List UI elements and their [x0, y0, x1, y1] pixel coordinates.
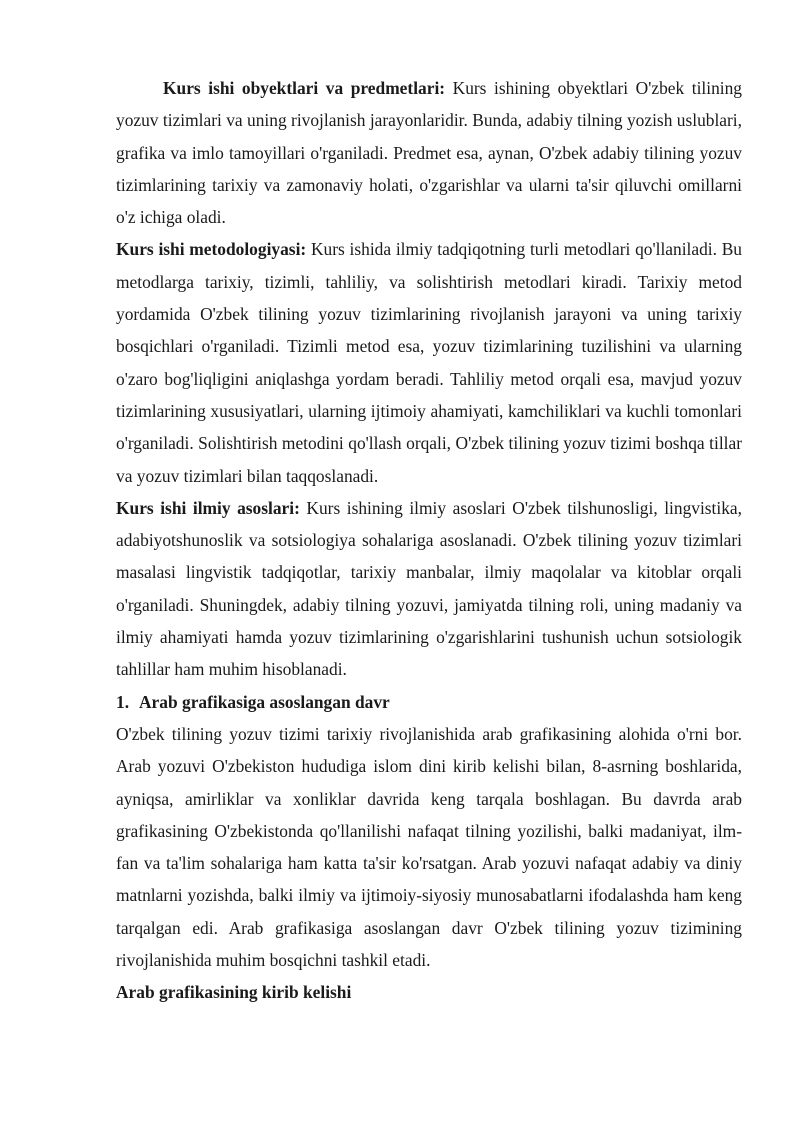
paragraph-scientific-basis — [116, 492, 742, 686]
paragraph-objects-lead: Kurs ishi obyektlari va predmetlari: — [163, 78, 446, 98]
section-heading — [116, 686, 742, 718]
section-number: 1. — [116, 691, 130, 712]
paragraph-scientific-basis-lead: Kurs ishi ilmiy asoslari: — [116, 497, 300, 518]
document-page — [116, 72, 742, 1009]
paragraph-methodology-text: Kurs ishida ilmiy tadqiqotning turli metodlari qo'llaniladi. Bu metodlarga tarixiy, tizimli, tahliliy, va solishtirish metodlari kiradi. Tarixiy metod yordamida O'zbek tilining yozuv tizimlarining rivojlanish jarayoni va uning tarixiy bosqichlari o'rganiladi. Tizimli metod esa, yozuv tizimlarining tuzilishini va ularning o'zaro bog'liqligini aniqlashga yordam beradi. Tahliliy metod orqali esa, mavjud yozuv tizimlarining xususiyatlari, ularning ijtimoiy ahamiyati, kamchiliklari va kuchli tomonlari o'rganiladi. Solishtirish metodini qo'llash orqali, O'zbek tilining yozuv tizimi boshqa tillar va yozuv tizimlari bilan taqqoslanadi. — [116, 239, 742, 486]
paragraph-objects — [116, 72, 742, 233]
section-body: O'zbek tilining yozuv tizimi tarixiy rivojlanishida arab grafikasining alohida o'rni bor. Arab yozuvi O'zbekiston hududiga islom dini kirib kelishi bilan, 8-asrning boshlarida, ayniqsa, amirliklar va xonliklar davrida keng tarqala boshlagan. Bu davrda arab grafikasining O'zbekistonda qo'llanilishi nafaqat tilning yozilishi, balki madaniyat, ilm-fan va ta'lim sohalariga ham katta ta'sir ko'rsatgan. Arab yozuvi nafaqat adabiy va diniy matnlarni yozishda, balki ilmiy va ijtimoiy-siyosiy munosabatlarni ifodalashda ham keng tarqalgan edi. Arab grafikasiga asoslangan davr O'zbek tilining yozuv tizimining rivojlanishida muhim bosqichni tashkil etadi. — [116, 723, 742, 971]
paragraph-methodology-lead: Kurs ishi metodologiyasi: — [116, 239, 307, 260]
paragraph-scientific-basis-text: Kurs ishining ilmiy asoslari O'zbek tilshunosligi, lingvistika, adabiyotshunoslik va sotsiologiya sohalariga asoslanadi. O'zbek tilining yozuv tizimlari masalasi lingvistik tadqiqotlar, tarixiy manbalar, ilmiy maqolalar va kitoblar orqali o'rganiladi. Shuningdek, adabiy tilning yozuvi, jamiyatda tilning roli, uning madaniy va ilmiy ahamiyati hamda yozuv tizimlarining o'zgarishlarini tushunish uchun sotsiologik tahlillar ham muhim hisoblanadi. — [116, 497, 742, 680]
paragraph-methodology — [116, 233, 742, 491]
section-title: Arab grafikasiga asoslangan davr — [139, 691, 390, 712]
subheading: Arab grafikasining kirib kelishi — [116, 982, 352, 1003]
paragraph-objects-text: Kurs ishining obyektlari O'zbek tilining yozuv tizimlari va uning rivojlanish jarayonlaridir. Bunda, adabiy tilning yozish uslublari, grafika va imlo tamoyillari o'rganiladi. Predmet esa, aynan, O'zbek adabiy tilining yozuv tizimlarining tarixiy va zamonaviy holati, o'zgarishlar va ularni ta'sir qiluvchi omillarni o'z ichiga oladi. — [116, 78, 742, 228]
